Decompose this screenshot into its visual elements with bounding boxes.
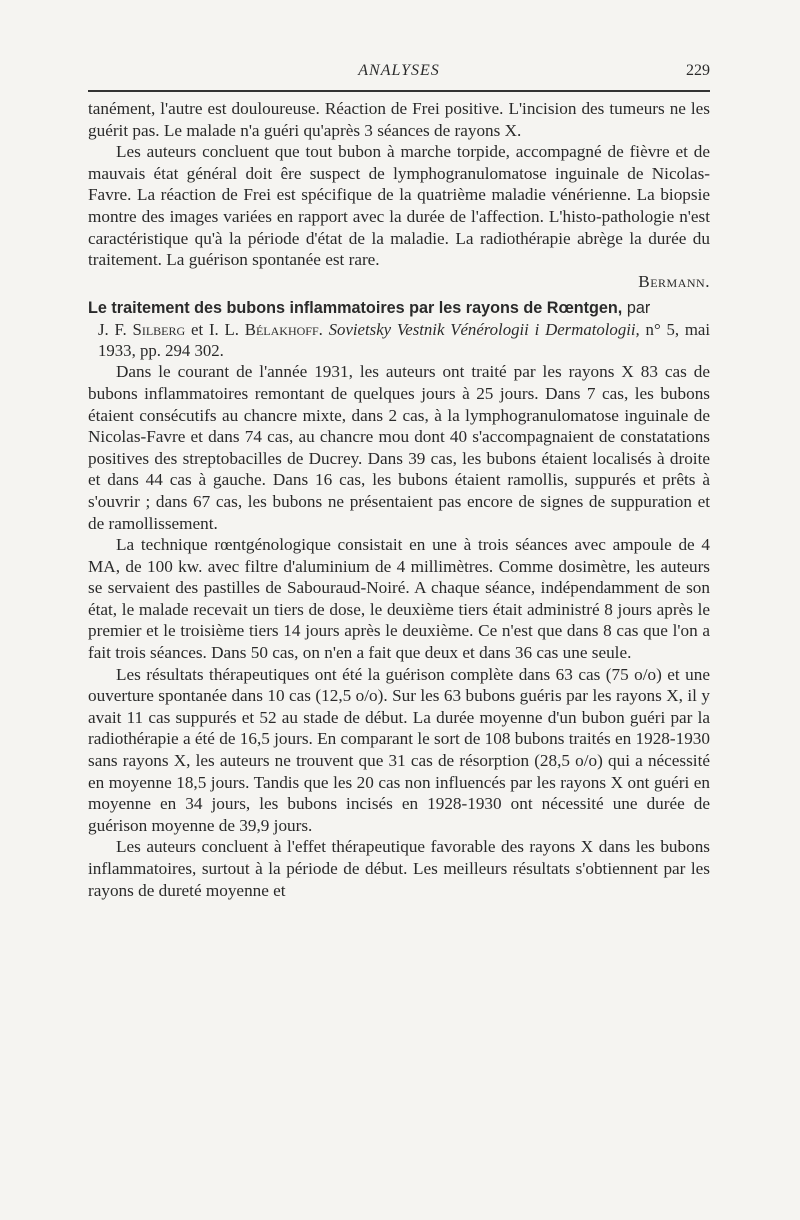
page-number: 229 <box>686 62 710 79</box>
previous-review-paragraph: Les auteurs concluent que tout bubon à marche torpide, accompagné de fièvre et de mauvais état général doit êre suspect de lymphogranulomatose inguinale de Nicolas-Favre. La réaction de Frei est spécifique de la quatrième maladie vénérienne. La biopsie montre des images variées en rapport avec la durée de l'affection. L'histo-pathologie n'est caractéristique qu'à la période d'état de la maladie. La radiothérapie abrège la durée du traitement. La guérison spontanée est rare. <box>88 142 710 270</box>
article-title: Le traitement des bubons inflammatoires par les rayons de Rœntgen, <box>88 299 623 318</box>
article-title-line <box>88 298 710 319</box>
article-author: I. L. Bélakhoff. <box>208 320 323 340</box>
article-paragraph: La technique rœntgénologique consistait en une à trois séances avec ampoule de 4 MA, de 100 kw. avec filtre d'aluminium de 4 millimètres. Comme dosimètre, les auteurs se servaient des pastilles de Sabouraud-Noiré. A chaque séance, indépendamment de son état, le malade recevait un tiers de dose, le deuxième tiers était administré 8 jours après le premier et le troisième tiers 14 jours après le deuxième. Ce n'est que dans 8 cas que l'on a fait trois séances. Dans 50 cas, on n'en a fait que deux et dans 36 cas une seule. <box>88 535 710 663</box>
previous-review-paragraph: tanément, l'autre est douloureuse. Réaction de Frei positive. L'incision des tumeurs ne les guérit pas. Le malade n'a guéri qu'après 3 séances de rayons X. <box>88 99 710 140</box>
running-title: ANALYSES <box>358 62 440 79</box>
journal-name: Sovietsky Vestnik Vénérologii i Dermatologii, <box>328 320 640 340</box>
running-header <box>88 60 710 92</box>
article-citation <box>88 319 710 361</box>
article-paragraph: Dans le courant de l'année 1931, les auteurs ont traité par les rayons X 83 cas de bubons inflammatoires remontant de quelques jours à 25 jours. Dans 7 cas, les bubons étaient consécutifs au chancre mixte, dans 2 cas, à la lymphogranulomatose inguinale de Nicolas-Favre et dans 74 cas, au chancre mou dont 40 s'accompagnaient de constatations positives des streptobacilles de Ducrey. Dans 39 cas, les bubons étaient localisés à droite et dans 44 cas à gauche. Dans 16 cas, les bubons étaient ramollis, suppurés et prêts à s'ouvrir ; dans 67 cas, les bubons ne présentaient pas encore de signes de suppuration et de ramollissement. <box>88 362 710 533</box>
document-page <box>88 60 710 901</box>
article-paragraph: Les résultats thérapeutiques ont été la guérison complète dans 63 cas (75 o/o) et une ouverture spontanée dans 10 cas (12,5 o/o). Sur les 63 bubons guéris par les rayons X, il y avait 11 cas suppurés et 52 au stade de début. La durée moyenne d'un bubon guéri par la radiothérapie a été de 16,5 jours. En comparant le sort de 108 bubons traités en 1928-1930 sans rayons X, les auteurs ne trouvent que 31 cas de résorption (28,5 o/o) qui a nécessité en moyenne 18,5 jours. Tandis que les 20 cas non influencés par les rayons X ont guéri en moyenne en 34 jours, les bubons incisés en 1928-1930 ont nécessité une durée de guérison moyenne de 39,9 jours. <box>88 664 710 835</box>
article-paragraph: Les auteurs concluent à l'effet thérapeutique favorable des rayons X dans les bubons inflammatoires, surtout à la période de début. Les meilleurs résultats s'obtiennent par les rayons de dureté moyenne et <box>88 837 710 900</box>
reviewer-signature: Bermann. <box>638 271 710 291</box>
page-body <box>88 98 710 901</box>
article-author: J. F. Silberg <box>98 320 186 340</box>
author-conjunction: et <box>191 320 204 340</box>
article-title-par: par <box>626 299 651 318</box>
journal-issue: n° 5, mai 1933, pp. 294 302. <box>98 320 711 361</box>
